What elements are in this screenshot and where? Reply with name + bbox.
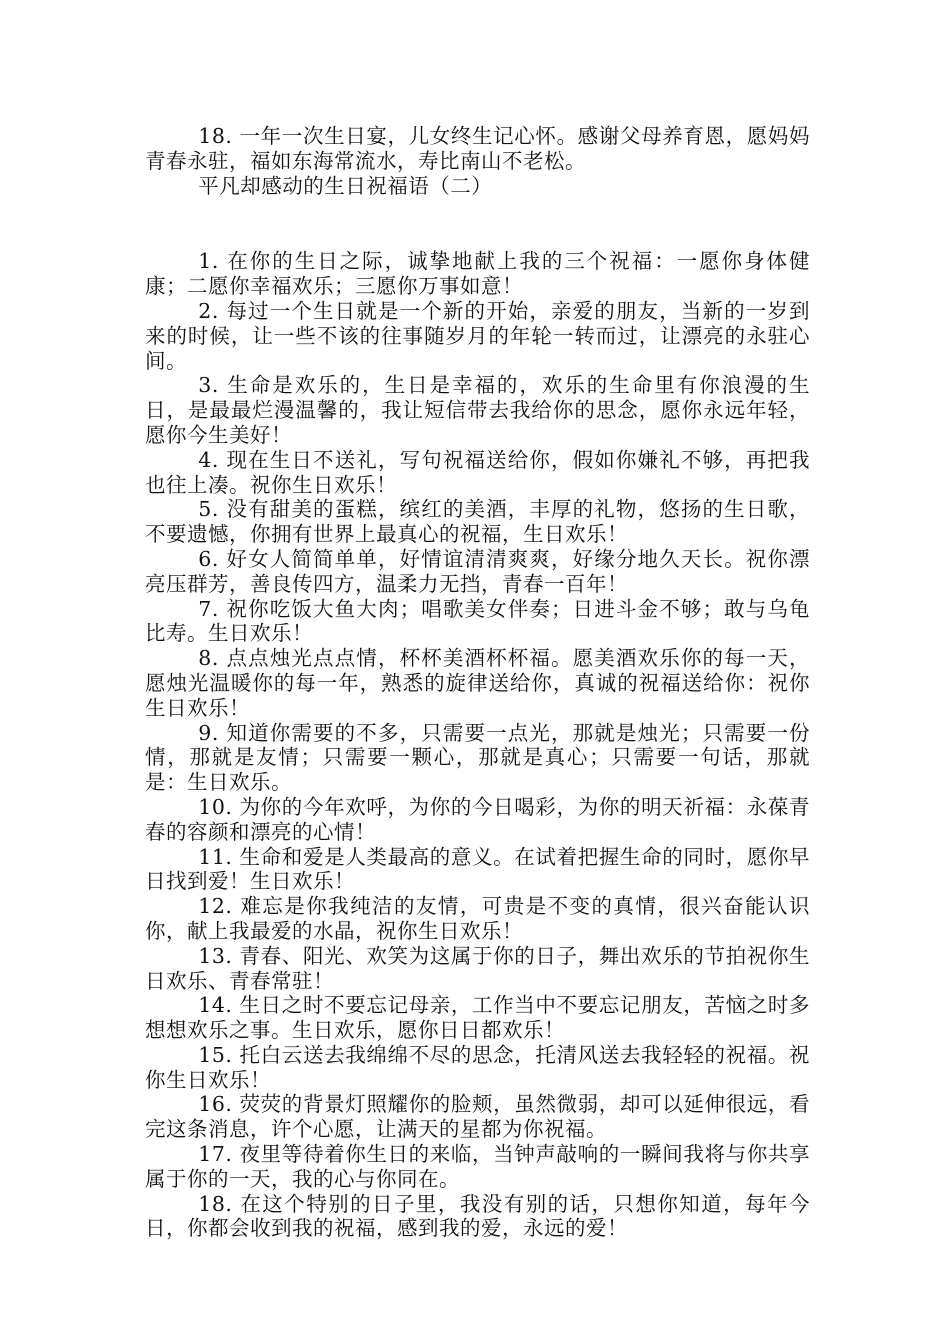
- list-item: 7. 祝你吃饭大鱼大肉；唱歌美女伴奏；日进斗金不够；敢与乌龟比寿。生日欢乐！: [145, 596, 810, 646]
- section-heading: 平凡却感动的生日祝福语（二）: [198, 173, 493, 198]
- list-item: 16. 荧荧的背景灯照耀你的脸颊，虽然微弱，却可以延伸很远，看完这条消息，许个心愿，让满天的星都为你祝福。: [145, 1092, 810, 1142]
- list-item: 11. 生命和爱是人类最高的意义。在试着把握生命的同时，愿你早日找到爱！生日欢乐！: [145, 844, 810, 894]
- blank-line: [145, 198, 810, 249]
- list-item: 4. 现在生日不送礼，写句祝福送给你，假如你嫌礼不够，再把我也往上凑。祝你生日欢乐！: [145, 447, 810, 497]
- document-body: [145, 124, 810, 1241]
- list-item: 18. 在这个特别的日子里，我没有别的话，只想你知道，每年今日，你都会收到我的祝福，感到我的爱，永远的爱！: [145, 1191, 810, 1241]
- wish-list: [145, 249, 810, 1241]
- list-item: 6. 好女人简简单单，好情谊清清爽爽，好缘分地久天长。祝你漂亮压群芳，善良传四方，温柔力无挡，青春一百年！: [145, 546, 810, 596]
- list-item: 3. 生命是欢乐的，生日是幸福的，欢乐的生命里有你浪漫的生日，是最最烂漫温馨的，我让短信带去我给你的思念，愿你永远年轻，愿你今生美好！: [145, 373, 810, 447]
- list-item: 14. 生日之时不要忘记母亲，工作当中不要忘记朋友，苦恼之时多想想欢乐之事。生日欢乐，愿你日日都欢乐！: [145, 993, 810, 1043]
- list-item: 15. 托白云送去我绵绵不尽的思念，托清风送去我轻轻的祝福。祝你生日欢乐！: [145, 1042, 810, 1092]
- list-item: 1. 在你的生日之际，诚挚地献上我的三个祝福：一愿你身体健康；二愿你幸福欢乐；三愿你万事如意！: [145, 249, 810, 299]
- intro-paragraph: 18. 一年一次生日宴，儿女终生记心怀。感谢父母养育恩，愿妈妈青春永驻，福如东海常流水，寿比南山不老松。: [145, 124, 810, 173]
- list-item: 17. 夜里等待着你生日的来临，当钟声敲响的一瞬间我将与你共享属于你的一天，我的心与你同在。: [145, 1142, 810, 1191]
- list-item: 10. 为你的今年欢呼，为你的今日喝彩，为你的明天祈福：永葆青春的容颜和漂亮的心情！: [145, 794, 810, 844]
- list-item: 8. 点点烛光点点情，杯杯美酒杯杯福。愿美酒欢乐你的每一天，愿烛光温暖你的每一年，熟悉的旋律送给你，真诚的祝福送给你：祝你生日欢乐！: [145, 646, 810, 720]
- list-item: 12. 难忘是你我纯洁的友情，可贵是不变的真情，很兴奋能认识你，献上我最爱的水晶，祝你生日欢乐！: [145, 894, 810, 943]
- list-item: 13. 青春、阳光、欢笑为这属于你的日子，舞出欢乐的节拍祝你生日欢乐、青春常驻！: [145, 943, 810, 993]
- list-item: 5. 没有甜美的蛋糕，缤红的美酒，丰厚的礼物，悠扬的生日歌，不要遗憾，你拥有世界上最真心的祝福，生日欢乐！: [145, 497, 810, 547]
- list-item: 9. 知道你需要的不多，只需要一点光，那就是烛光；只需要一份情，那就是友情；只需要一颗心，那就是真心；只需要一句话，那就是：生日欢乐。: [145, 720, 810, 795]
- list-item: 2. 每过一个生日就是一个新的开始，亲爱的朋友，当新的一岁到来的时候，让一些不该的往事随岁月的年轮一转而过，让漂亮的永驻心间。: [145, 298, 810, 373]
